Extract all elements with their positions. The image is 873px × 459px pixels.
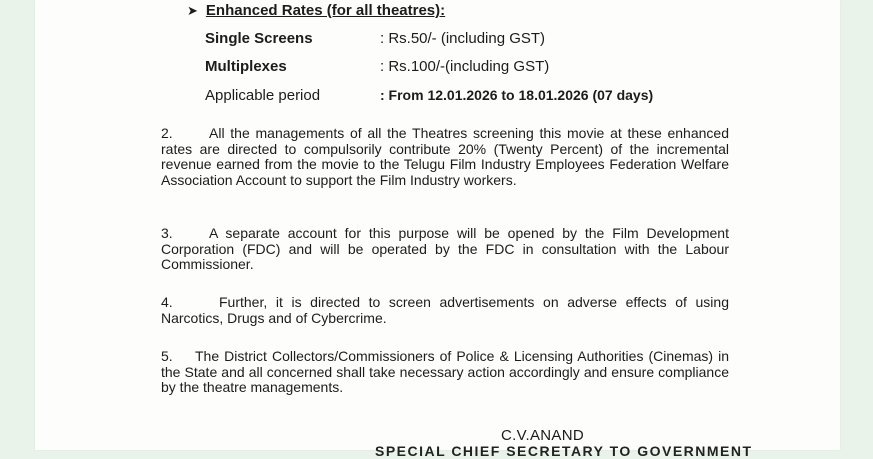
paragraph-number: 4. [161,294,173,310]
rates-heading-text: Enhanced Rates (for all theatres): [205,2,446,19]
paragraph-2 [161,126,729,188]
paragraph-text: All the managements of all the Theatres screening this movie at these enhanced rates are directed to compulsorily contribute 20% (Twenty Percent) of the incremental revenue earned from the movie to the Telugu Film Industry Employees Federation Welfare Association Account to support the Film Industry workers. [161,125,729,188]
paragraph-4 [161,295,729,326]
document-page [35,0,840,459]
rate-value: : Rs.50/- (including GST) [380,30,546,47]
rate-label: Applicable period [205,87,321,104]
paragraph-number: 2. [161,125,173,141]
rate-label: Single Screens [205,30,313,47]
rate-value: : Rs.100/-(including GST) [380,58,550,75]
paragraph-text: Further, it is directed to screen advertisements on adverse effects of using Narcotics, Drugs and of Cybercrime. [161,294,729,326]
paragraph-text: A separate account for this purpose will be opened by the Film Development Corporation (FDC) and will be operated by the FDC in consultation with the Labour Commissioner. [161,225,729,272]
paragraph-number: 5. [161,348,173,364]
signatory-name: C.V.ANAND [501,427,585,444]
paragraph-3 [161,226,729,273]
paragraph-5 [161,349,729,396]
signatory-designation: SPECIAL CHIEF SECRETARY TO GOVERNMENT [375,443,753,459]
paragraph-number: 3. [161,225,173,241]
arrow-bullet-icon: ➤ [187,3,198,18]
rate-value: : From 12.01.2026 to 18.01.2026 (07 days) [380,87,654,103]
paragraph-text: The District Collectors/Commissioners of Police & Licensing Authorities (Cinemas) in the State and all concerned shall take necessary action accordingly and ensure compliance by the theatre managements. [161,348,729,395]
rates-heading [187,2,445,19]
rate-label: Multiplexes [205,58,287,75]
